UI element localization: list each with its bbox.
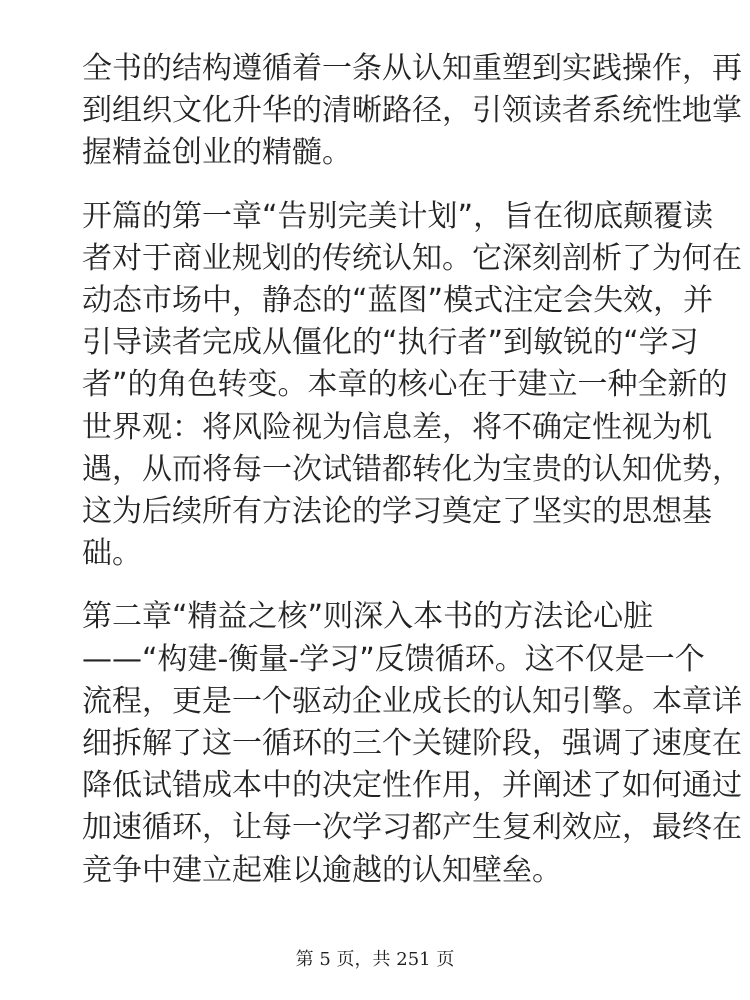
- paragraph-line: 世界观：将风险视为信息差，将不确定性视为机: [82, 409, 712, 445]
- paragraph-line: 到组织文化升华的清晰路径，引领读者系统性地掌: [82, 93, 742, 129]
- paragraph-chapter-one: [82, 196, 742, 576]
- paragraph-line: 细拆解了这一循环的三个关键阶段，强调了速度在: [82, 726, 742, 762]
- paragraph-line: 流程，更是一个驱动企业成长的认知引擎。本章详: [82, 683, 742, 719]
- paragraph-line: 础。: [82, 536, 142, 572]
- paragraph-line: 者”的角色转变。本章的核心在于建立一种全新的: [82, 367, 728, 403]
- paragraph-line: 竞争中建立起难以逾越的认知壁垒。: [82, 852, 562, 888]
- paragraph-line: 全书的结构遵循着一条从认知重塑到实践操作，再: [82, 51, 742, 86]
- document-body: [82, 48, 742, 913]
- page-number: 第 5 页，共 251 页: [295, 949, 455, 970]
- paragraph-line: 握精益创业的精髓。: [82, 135, 352, 171]
- paragraph-line: 引导读者完成从僵化的“执行者”到敏锐的“学习: [82, 325, 699, 361]
- paragraph-line: 者对于商业规划的传统认知。它深刻剖析了为何在: [82, 240, 742, 276]
- paragraph-chapter-two: [82, 596, 742, 891]
- paragraph-line: 遇，从而将每一次试错都转化为宝贵的认知优势，: [82, 451, 742, 487]
- paragraph-line: ——“构建-衡量-学习”反馈循环。这不仅是一个: [82, 641, 705, 677]
- paragraph-line: 降低试错成本中的决定性作用，并阐述了如何通过: [82, 768, 742, 804]
- paragraph-line: 动态市场中，静态的“蓝图”模式注定会失效，并: [82, 283, 714, 319]
- paragraph-structure: [82, 48, 742, 175]
- paragraph-line: 第二章“精益之核”则深入本书的方法论心脏: [82, 599, 654, 635]
- paragraph-line: 这为后续所有方法论的学习奠定了坚实的思想基: [82, 494, 712, 530]
- paragraph-line: 开篇的第一章“告别完美计划”，旨在彻底颠覆读: [82, 198, 714, 234]
- paragraph-line: 加速循环，让每一次学习都产生复利效应，最终在: [82, 810, 742, 846]
